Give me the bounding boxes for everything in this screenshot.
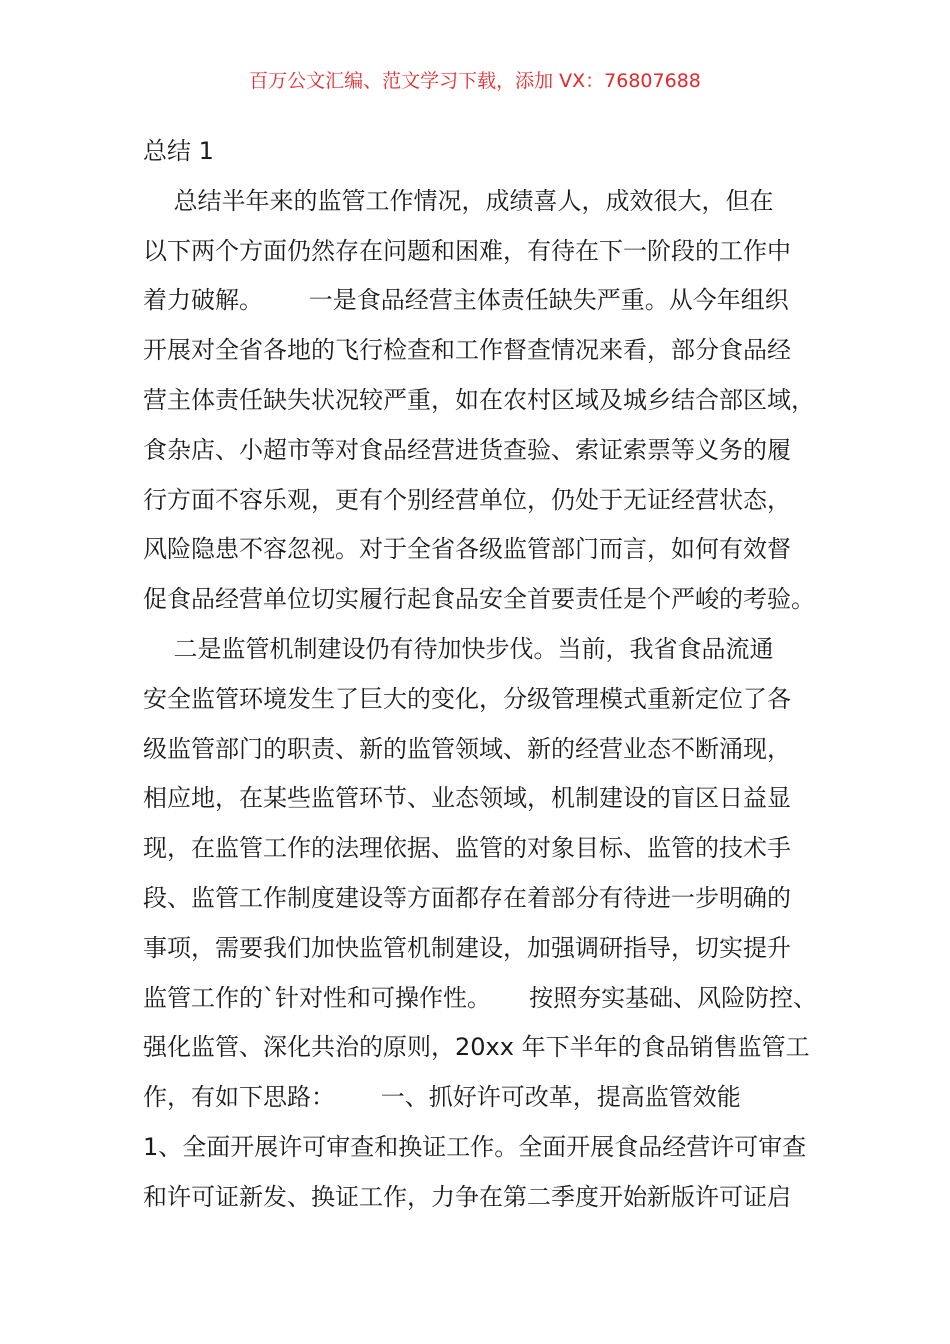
text-line: 和许可证新发、换证工作，力争在第二季度开始新版许可证启 bbox=[143, 1182, 791, 1211]
text-line: 促食品经营单位切实履行起食品安全首要责任是个严峻的考验。 bbox=[143, 585, 815, 614]
document-body bbox=[143, 131, 823, 1227]
text-line: 行方面不容乐观，更有个别经营单位，仍处于无证经营状态， bbox=[143, 485, 791, 514]
text-line: 强化监管、深化共治的原则，20xx 年下半年的食品销售监管工 bbox=[143, 1033, 810, 1062]
document-title: 总结 1 bbox=[143, 137, 214, 165]
watermark-header: 百万公文汇编、范文学习下载，添加 VX：76807688 bbox=[249, 70, 701, 92]
text-line: 风险隐患不容忽视。对于全省各级监管部门而言，如何有效督 bbox=[143, 535, 791, 564]
text-line: 1、全面开展许可审查和换证工作。全面开展食品经营许可审查 bbox=[143, 1132, 807, 1161]
text-line: 开展对全省各地的飞行检查和工作督查情况来看，部分食品经 bbox=[143, 336, 791, 365]
text-line: 安全监管环境发生了巨大的变化，分级管理模式重新定位了各 bbox=[143, 684, 791, 713]
text-line: 着力破解。 一是食品经营主体责任缺失严重。从今年组织 bbox=[143, 286, 789, 315]
text-line: 作，有如下思路： 一、抓好许可改革，提高监管效能 bbox=[143, 1083, 741, 1112]
text-line: 事项，需要我们加快监管机制建设，加强调研指导，切实提升 bbox=[143, 933, 791, 962]
text-line: 级监管部门的职责、新的监管领域、新的经营业态不断涌现， bbox=[143, 734, 791, 763]
text-line: 以下两个方面仍然存在问题和困难，有待在下一阶段的工作中 bbox=[143, 236, 791, 265]
text-line: 监管工作的`针对性和可操作性。 按照夯实基础、风险防控、 bbox=[143, 983, 818, 1012]
text-line: 营主体责任缺失状况较严重，如在农村区域及城乡结合部区域， bbox=[143, 385, 815, 414]
text-line: 相应地，在某些监管环节、业态领域，机制建设的盲区日益显 bbox=[143, 784, 791, 813]
text-line: 现，在监管工作的法理依据、监管的对象目标、监管的技术手 bbox=[143, 834, 791, 863]
text-line: 食杂店、小超市等对食品经营进货查验、索证索票等义务的履 bbox=[143, 435, 791, 464]
text-line: 段、监管工作制度建设等方面都存在着部分有待进一步明确的 bbox=[143, 883, 791, 912]
text-line: 二是监管机制建设仍有待加快步伐。当前，我省食品流通 bbox=[143, 634, 774, 663]
text-line: 总结半年来的监管工作情况，成绩喜人，成效很大，但在 bbox=[143, 186, 774, 215]
